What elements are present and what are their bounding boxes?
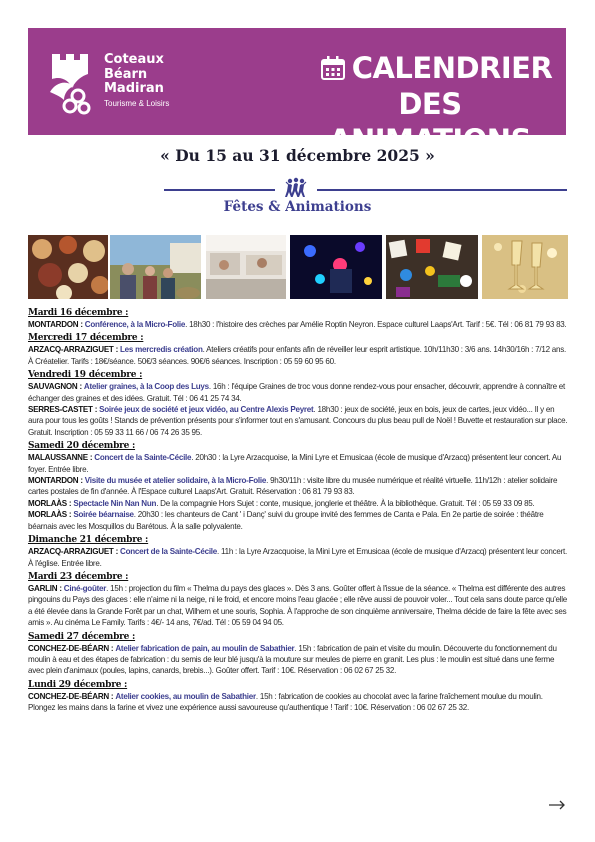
event-entry — [28, 475, 569, 498]
event-title-link[interactable]: Soirée jeux de société et jeux vidéo, au Centre Alexis Peyret — [99, 405, 314, 415]
brand-line-1: Coteaux — [104, 52, 164, 67]
day-heading: Mercredi 17 décembre : — [28, 333, 144, 344]
brand-line-2: Béarn — [104, 66, 148, 82]
event-title-link[interactable]: Ciné-goûter — [63, 583, 107, 593]
title-line-2: DES ANIMATIONS — [329, 87, 531, 157]
event-entry — [28, 344, 569, 367]
event-details: . 15h : fabrication de cookies au chocolat avec la farine fraîchement moulue du moulin. Plongez les mains dans la farine et vivez une expérience aussi savoureuse qu'authentique ! Tarif : 10€. Réservation : 06 02 67 25 32. — [28, 691, 543, 713]
event-location: CONCHEZ-DE-BÉARN : — [28, 643, 114, 653]
day-heading: Samedi 20 décembre : — [28, 441, 136, 452]
event-location: MALAUSSANNE : — [28, 453, 93, 463]
event-location: SAUVAGNON : — [28, 382, 82, 392]
event-location: ARZACQ-ARRAZIGUET : — [28, 345, 119, 355]
event-location: ARZACQ-ARRAZIGUET : — [28, 547, 119, 557]
brand-block — [104, 53, 169, 110]
event-title-link[interactable]: Conférence, à la Micro-Folie — [84, 320, 186, 329]
photo-champagne — [482, 235, 568, 299]
photo-board-games — [386, 235, 478, 299]
day-heading: Mardi 23 décembre : — [28, 571, 129, 582]
event-location: MORLAÀS : — [28, 498, 72, 508]
event-location: MORLAÀS : — [28, 510, 72, 520]
event-entry — [28, 691, 569, 714]
event-location: SERRES-CASTET : — [28, 405, 98, 415]
day-heading: Lundi 29 décembre : — [28, 679, 128, 690]
event-details: . 20h30 : les chanteurs de Cant ' i Danç' suivi du groupe invité des femmes de Canta e Pala. En 2e partie de soirée : théâtre béarnais avec les Mosquillos du Barétous. À la salle polyvalente. — [28, 510, 544, 531]
event-title-link[interactable]: Concert de la Sainte-Cécile — [120, 547, 218, 557]
event-details: . 15h : fabrication de pain et visite du moulin. Découverte du fonctionnement du moulin à eau et des étapes de fabrication : du semis de leur blé jusqu'à la mouture sur meules de pierre en granit. Les plus : le moulin est situé dans une ferme avec plein d'animaux (poules, lapins, canards, brebis...). Goûter offert. Tarif : 10€. Réservation : 06 02 67 25 32. — [28, 643, 557, 676]
event-details: . 18h30 : jeux de société, jeux en bois, jeux de cartes, jeux vidéo... Il y en aura pour tous les goûts ! Stands de prévention présents pour s'informer tout en s'amusant. Concours du plus beau pull de Noël ! Buvette et restauration sur place. Gratuit. Inscription : 05 59 33 11 66 / 06 74 26 35 95. — [28, 405, 568, 437]
event-title-link[interactable]: Concert de la Sainte-Cécile — [94, 453, 192, 463]
event-title-link[interactable]: Visite du musée et atelier solidaire, à la Micro-Folie — [84, 476, 267, 486]
event-entry — [28, 319, 569, 330]
brand-tagline: Tourisme & Loisirs — [104, 98, 170, 108]
events-list — [28, 305, 569, 714]
event-entry — [28, 498, 569, 509]
event-details: . 9h30/11h : visite libre du musée numérique et réalité virtuelle. 11h/12h : atelier solidaire cartes postales de fin d'année. À l'Espace culturel Laaps'Art. Gratuit. Réservation : 06 81 79 93 83. — [28, 476, 558, 497]
date-range: « Du 15 au 31 décembre 2025 » — [160, 146, 435, 165]
event-entry — [28, 381, 569, 404]
event-location: MONTARDON : — [28, 320, 83, 329]
event-entry — [28, 583, 569, 629]
event-details: . 18h30 : l'histoire des crèches par Amélie Roptin Neyron. Espace culturel Laaps'Art. Tarif : 5€. Tél : 06 81 79 93 83. — [185, 320, 567, 329]
event-title-link[interactable]: Atelier fabrication de pain, au moulin de Sabathier — [115, 643, 295, 653]
event-entry — [28, 546, 569, 569]
day-heading: Mardi 16 décembre : — [28, 308, 129, 318]
page-title — [298, 50, 562, 158]
title-line-1: CALENDRIER — [351, 51, 553, 85]
event-title-link[interactable]: Les mercredis création — [120, 345, 203, 355]
coteaux-logo-icon — [48, 50, 100, 118]
event-title-link[interactable]: Atelier graines, à la Coop des Luys — [83, 382, 209, 392]
event-title-link[interactable]: Atelier cookies, au moulin de Sabathier — [115, 691, 256, 701]
event-entry — [28, 404, 569, 438]
event-details: . Ateliers créatifs pour enfants afin de réveiller leur esprit artistique. 10h/11h30 : 3/6 ans. 14h30/16h : 7/12 ans. À Créatelier. Tarifs : 18€/séance. 50€/3 séances. 90€/6 séances. Inscription : 05 59 60 95 60. — [28, 345, 566, 366]
next-page-arrow-icon[interactable] — [549, 800, 567, 810]
photo-outdoor-group — [110, 235, 201, 299]
event-location: GARLIN : — [28, 583, 62, 593]
photo-food-platter — [28, 235, 108, 299]
day-heading: Vendredi 19 décembre : — [28, 370, 143, 381]
event-details: . 16h : l'équipe Graines de troc vous donne rendez-vous pour ensacher, découvrir, apprendre à connaître et échanger des graines et des idées. Gratuit. Tél : 06 41 25 74 34. — [28, 382, 566, 403]
event-location: MONTARDON : — [28, 476, 83, 486]
event-entry — [28, 452, 569, 475]
people-celebrating-icon — [285, 176, 307, 198]
event-details: . De la compagnie Hors Sujet : conte, musique, jonglerie et théâtre. À la bibliothèque. Gratuit. Tél : 05 59 33 09 85. — [156, 498, 535, 508]
event-location: CONCHEZ-DE-BÉARN : — [28, 691, 114, 701]
section-rule-left — [164, 189, 275, 191]
section-rule-right — [317, 189, 567, 191]
day-heading: Dimanche 21 décembre : — [28, 535, 149, 546]
section-title: Fêtes & Animations — [223, 199, 372, 215]
event-title-link[interactable]: Spectacle Nin Nan Nun — [73, 498, 157, 508]
event-entry — [28, 509, 569, 532]
event-details: . 15h : projection du film « Thelma du pays des glaces ». Dès 3 ans. Goûter offert à l'issue de la séance. « Thelma est différente des autres pingouins du Pays des glaces : elle n'aime ni la neige, ni le froid, et encore moins l'eau glacée ; elle rêve aussi de pouvoir voler... Tout cela sans doute parce qu'elle a été élevée dans la Grande Forêt par un chat, Wilhem et une souris, Sophia. À l'approche de son cinquième anniversaire, Thelma décide de faire la fête avec ses amis ». Au cinéma Le Family. Tarifs : 4€/- 14 ans, 7€/ad. Tél : 05 59 04 94 05. — [28, 583, 568, 628]
brand-line-3: Madiran — [104, 81, 164, 96]
photo-neon-night — [290, 235, 382, 299]
event-entry — [28, 643, 569, 677]
day-heading: Samedi 27 décembre : — [28, 631, 136, 642]
photo-indoor-room — [206, 235, 286, 299]
photo-strip — [28, 235, 568, 299]
event-details: . 20h30 : la Lyre Arzacquoise, la Mini Lyre et Emusicaa (école de musique d'Arzacq) présentent leur concert. Au foyer. Entrée libre. — [28, 453, 562, 474]
event-title-link[interactable]: Soirée béarnaise — [73, 510, 134, 520]
event-details: . 11h : la Lyre Arzacquoise, la Mini Lyre et Emusicaa (école de musique d'Arzacq) présentent leur concert. À l'église. Entrée libre. — [28, 547, 568, 568]
